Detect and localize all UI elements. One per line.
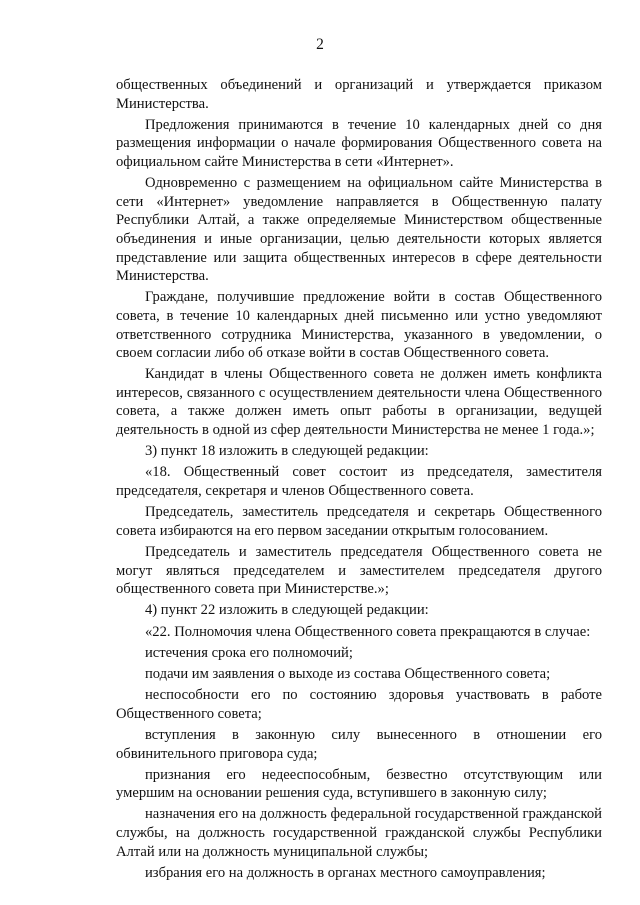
paragraph-restriction: Председатель и заместитель председателя Общественного совета не могут являться председателем и заместителем председателя другого общественного совета при Министерстве.»; [116,544,602,598]
list-item: назначения его на должность федеральной государственной гражданской службы, на должность государственной гражданской службы Республики Алтай или на должность муниципальной службы; [116,806,602,860]
list-item: признания его недееспособным, безвестно отсутствующим или умершим на основании решения суда, вступившего в законную силу; [116,766,602,802]
paragraph-proposals-deadline: Предложения принимаются в течение 10 календарных дней со дня размещения информации о начале формирования Общественного совета на официальном сайте Министерства в сети «Интернет». [116,116,602,170]
page-number: 2 [316,36,324,53]
paragraph-item-4: 4) пункт 22 изложить в следующей редакции: [145,602,429,619]
list-item: избрания его на должность в органах местного самоуправления; [145,864,546,881]
document-body [116,76,602,885]
paragraph-notification: Одновременно с размещением на официальном сайте Министерства в сети «Интернет» уведомление направляется в Общественную палату Республики Алтай, а также определяемые Министерством общественные объединения и иные организации, целью деятельности которых является представление или защита общественных интересов в сфере деятельности Министерства. [116,175,602,285]
paragraph-continuation: общественных объединений и организаций и утверждается приказом Министерства. [116,77,602,112]
paragraph-item-3: 3) пункт 18 изложить в следующей редакции: [145,443,429,460]
list-item: неспособности его по состоянию здоровья участвовать в работе Общественного совета; [116,687,602,722]
paragraph-clause-22: «22. Полномочия члена Общественного совета прекращаются в случае: [145,623,591,640]
paragraph-citizens-consent: Граждане, получившие предложение войти в состав Общественного совета, в течение 10 календарных дней письменно или устно уведомляют ответственного сотрудника Министерства, указанного в уведомлении, о своем согласии либо об отказе войти в состав Общественного совета. [116,289,602,362]
list-item: истечения срока его полномочий; [145,644,353,661]
list-item: вступления в законную силу вынесенного в отношении его обвинительного приговора суда; [116,726,602,762]
paragraph-clause-18: «18. Общественный совет состоит из председателя, заместителя председателя, секретаря и членов Общественного совета. [116,464,602,500]
paragraph-election: Председатель, заместитель председателя и секретарь Общественного совета избираются на его первом заседании открытым голосованием. [116,504,602,539]
list-item: подачи им заявления о выходе из состава Общественного совета; [145,665,551,682]
paragraph-candidate-requirements: Кандидат в члены Общественного совета не должен иметь конфликта интересов, связанного с осуществлением деятельности члена Общественного совета, а также должен иметь опыт работы в организации, ведущей деятельность в одной из сфер деятельности Министерства не менее 1 года.»; [116,366,602,439]
